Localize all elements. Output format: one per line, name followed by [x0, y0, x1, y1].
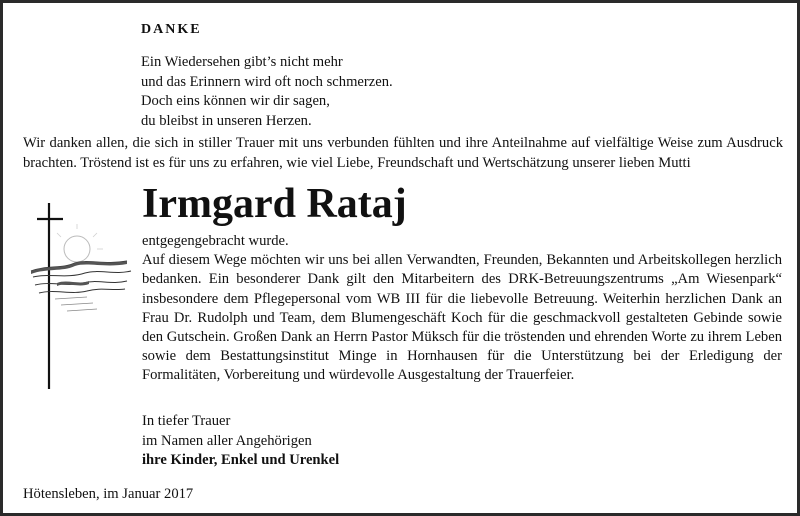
- thanks-body: [142, 232, 782, 386]
- poem-line: Doch eins können wir dir sagen,: [141, 93, 330, 109]
- deceased-name: Irmgard Rataj: [142, 181, 407, 227]
- closing-line-2: im Namen aller Angehörigen: [142, 432, 312, 449]
- grass-strokes: [55, 297, 97, 311]
- poem-line: und das Erinnern wird oft noch schmerzen.: [141, 73, 393, 90]
- closing-line-1: In tiefer Trauer: [142, 413, 231, 429]
- cross-landscape-icon: [27, 199, 137, 395]
- poem-line: Ein Wiedersehen gibt’s nicht mehr: [141, 54, 343, 70]
- poem-line: du bleibst in unseren Herzen.: [141, 112, 312, 129]
- closing: [142, 412, 339, 471]
- sun: [64, 236, 90, 262]
- intro-paragraph: Wir danken allen, die sich in stiller Trauer mit uns verbunden fühlten und ihre Anteilnahme auf vielfältige Weise zum Ausdruck brachten. Tröstend ist es für uns zu erfahren, wie viel Liebe, Freundschaft und Wertschätzung unserer lieben Mutti: [23, 135, 783, 171]
- obituary-notice: [3, 3, 797, 513]
- poem: [141, 53, 393, 131]
- landscape: [31, 261, 131, 293]
- body-paragraph: entgegengebracht wurde.: [142, 233, 289, 249]
- body-paragraph: Auf diesem Wege möchten wir uns bei allen Verwandten, Freunden, Bekannten und Arbeitskollegen herzlich bedanken. Ein besonderer Dank gilt den Mitarbeitern des DRK-Betreuungszentrums „Am Wiesenpark“ insbesondere dem Pflegepersonal vom WB III für die liebevolle Betreuung. Weiterhin herzlichen Dank an Frau Dr. Rudolph und Team, dem Blumengeschäft Koch für die geschmackvoll gestalteten Gebinde sowie den Gutschein. Großen Dank an Herrn Pastor Müksch für die tröstenden und ehrenden Worte zu ihrem Leben sowie dem Bestattungsinstitut Minge in Hornhausen für die Unterstützung bei der Erledigung der Formalitäten, Vorbereitung und würdevolle Ausgestaltung der Trauerfeier.: [142, 252, 782, 384]
- signature: ihre Kinder, Enkel und Urenkel: [142, 452, 340, 468]
- notice-heading: DANKE: [141, 22, 202, 37]
- place-date: Hötensleben, im Januar 2017: [23, 486, 194, 502]
